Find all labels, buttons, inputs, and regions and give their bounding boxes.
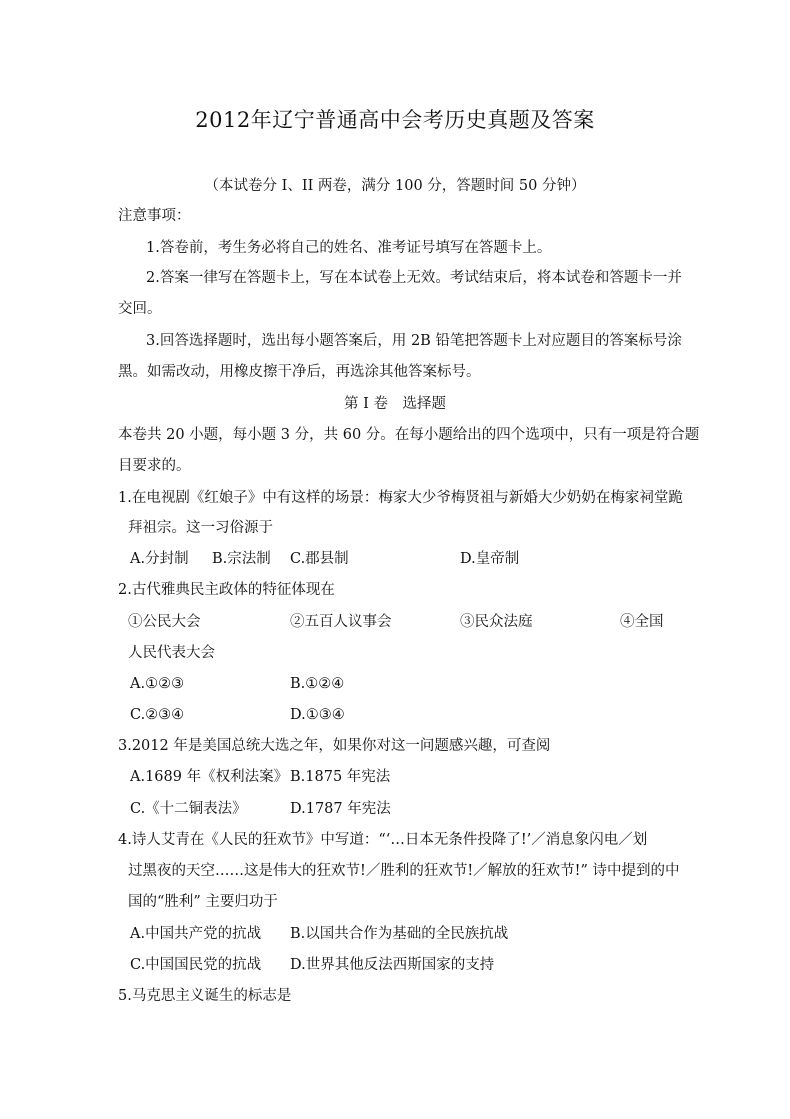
q1-stem-line-1: 1.在电视剧《红娘子》中有这样的场景：梅家大少爷梅贤祖与新婚大少奶奶在梅家祠堂跪 (118, 490, 683, 506)
q4-stem-line-3: 国的“胜利” 主要归功于 (128, 894, 278, 910)
q4-option-c: C.中国国民党的抗战 (130, 957, 262, 973)
q1-stem-line-2: 拜祖宗。这一习俗源于 (128, 520, 273, 536)
q4-option-d: D.世界其他反法西斯国家的支持 (290, 957, 495, 973)
q4-option-b: B.以国共合作为基础的全民族抗战 (290, 926, 509, 942)
q1-option-a: A.分封制 (130, 551, 189, 567)
q2-item-2: ②五百人议事会 (290, 614, 392, 630)
exam-note: （本试卷分 I、II 两卷，满分 100 分，答题时间 50 分钟） (204, 178, 586, 194)
section-intro-line-1: 本卷共 20 小题，每小题 3 分，共 60 分。在每小题给出的四个选项中，只有一项是符合题 (118, 427, 700, 443)
page-title: 2012年辽宁普通高中会考历史真题及答案 (195, 108, 595, 132)
section-title: 第 I 卷 选择题 (344, 396, 446, 412)
q4-option-a: A.中国共产党的抗战 (130, 926, 262, 942)
notice-item-2: 2.答案一律写在答题卡上，写在本试卷上无效。考试结束后，将本试卷和答题卡一并 (146, 270, 682, 286)
q3-option-c: C.《十二铜表法》 (130, 801, 247, 817)
notice-item-3-cont: 黑。如需改动，用橡皮擦干净后，再选涂其他答案标号。 (118, 364, 481, 380)
q2-item-4: ④全国 (620, 614, 664, 630)
q4-stem-line-2: 过黑夜的天空……这是伟大的狂欢节!／胜利的狂欢节!／解放的狂欢节!” 诗中提到的中 (128, 863, 680, 879)
q3-stem: 3.2012 年是美国总统大选之年，如果你对这一问题感兴趣，可查阅 (118, 738, 551, 754)
notice-item-2-cont: 交回。 (118, 301, 162, 317)
q2-option-b: B.①②④ (290, 676, 345, 692)
section-intro-line-2: 目要求的。 (118, 458, 191, 474)
q3-option-b: B.1875 年宪法 (290, 769, 391, 785)
q2-item-4-cont: 人民代表大会 (128, 645, 215, 661)
q2-item-1: ①公民大会 (128, 614, 201, 630)
q1-option-b: B.宗法制 (212, 551, 271, 567)
q2-item-3: ③民众法庭 (460, 614, 533, 630)
q3-option-a: A.1689 年《权利法案》 (130, 769, 289, 785)
q4-stem-line-1: 4.诗人艾青在《人民的狂欢节》中写道：“‘…日本无条件投降了!’／消息象闪电／划 (118, 832, 648, 848)
q2-option-d: D.①③④ (290, 707, 345, 723)
q2-option-a: A.①②③ (130, 676, 185, 692)
q2-stem: 2.古代雅典民主政体的特征体现在 (118, 582, 335, 598)
q5-stem: 5.马克思主义诞生的标志是 (118, 988, 292, 1004)
q2-option-c: C.②③④ (130, 707, 185, 723)
notice-item-1: 1.答卷前，考生务必将自己的姓名、准考证号填写在答题卡上。 (146, 240, 552, 256)
q1-option-c: C.郡县制 (290, 551, 349, 567)
q3-option-d: D.1787 年宪法 (290, 801, 391, 817)
q1-option-d: D.皇帝制 (460, 551, 520, 567)
notice-heading: 注意事项： (118, 208, 191, 224)
notice-item-3: 3.回答选择题时，选出每小题答案后，用 2B 铅笔把答题卡上对应题目的答案标号涂 (146, 333, 682, 349)
